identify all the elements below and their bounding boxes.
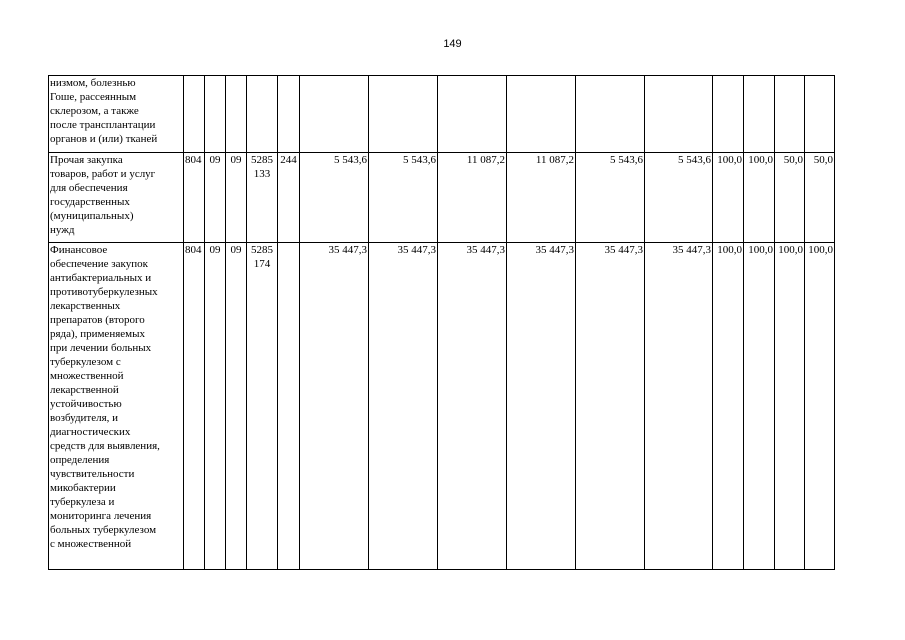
percent-cell: 100,0 (713, 243, 744, 570)
row-name-line: диагностических (50, 426, 131, 438)
row-name-line: средств для выявления, (50, 440, 160, 452)
row-name-line: туберкулеза и (50, 496, 115, 508)
amount-cell: 5 543,6 (576, 153, 645, 243)
row-name-line: после трансплантации (50, 119, 156, 131)
row-name-line: возбудителя, и (50, 412, 119, 424)
subsection-code-cell: 09 (226, 243, 247, 570)
row-name-line: Финансовое (50, 244, 108, 256)
row-name-line: склерозом, а также (50, 105, 139, 117)
amount-cell: 35 447,3 (369, 243, 438, 570)
row-name-line: чувствительности (50, 468, 135, 480)
table-body (49, 76, 835, 570)
percent-cell (775, 76, 805, 153)
percent-cell: 100,0 (775, 243, 805, 570)
row-name-line: при лечении больных (50, 342, 152, 354)
row-name-line: Прочая закупка (50, 154, 123, 166)
ministry-code-cell (184, 76, 205, 153)
amount-cell: 11 087,2 (507, 153, 576, 243)
row-name-line: с множественной (50, 538, 132, 550)
amount-cell (576, 76, 645, 153)
row-name-cell (49, 76, 184, 153)
row-name-cell (49, 243, 184, 570)
amount-cell (300, 76, 369, 153)
row-name-line: туберкулезом с (50, 356, 121, 368)
row-name-line: лекарственных (50, 300, 121, 312)
expense-type-code-cell (278, 76, 300, 153)
amount-cell: 35 447,3 (507, 243, 576, 570)
amount-cell: 5 543,6 (369, 153, 438, 243)
row-name-line: (муниципальных) (50, 210, 134, 222)
amount-cell: 5 543,6 (645, 153, 713, 243)
section-code-cell (205, 76, 226, 153)
row-name-line: определения (50, 454, 110, 466)
row-name-line: государственных (50, 196, 130, 208)
percent-cell (713, 76, 744, 153)
page-number: 149 (443, 38, 462, 50)
row-name-line: устойчивостью (50, 398, 122, 410)
percent-cell (805, 76, 835, 153)
row-name-line: больных туберкулезом (50, 524, 157, 536)
amount-cell (507, 76, 576, 153)
row-name-line: микобактерии (50, 482, 116, 494)
row-name-line: Гоше, рассеянным (50, 91, 137, 103)
subsection-code-cell: 09 (226, 153, 247, 243)
target-article-code-part: 5285 (251, 154, 273, 166)
amount-cell: 35 447,3 (576, 243, 645, 570)
amount-cell: 35 447,3 (438, 243, 507, 570)
amount-cell: 11 087,2 (438, 153, 507, 243)
row-name-line: ряда), применяемых (50, 328, 145, 340)
row-name-line: нужд (50, 224, 75, 236)
expense-type-code-cell: 244 (278, 153, 300, 243)
target-article-code-cell (247, 243, 278, 570)
percent-cell: 100,0 (744, 243, 775, 570)
percent-cell: 50,0 (805, 153, 835, 243)
amount-cell: 35 447,3 (300, 243, 369, 570)
row-name-line: противотуберкулезных (50, 286, 158, 298)
percent-cell: 100,0 (744, 153, 775, 243)
row-name-line: органов и (или) тканей (50, 133, 158, 145)
row-name-line: антибактериальных и (50, 272, 152, 284)
target-article-code-part: 5285 (251, 244, 273, 256)
row-name-line: множественной (50, 370, 124, 382)
row-name-line: товаров, работ и услуг (50, 168, 156, 180)
section-code-cell: 09 (205, 243, 226, 570)
row-name-line: препаратов (второго (50, 314, 145, 326)
subsection-code-cell (226, 76, 247, 153)
budget-table (48, 75, 835, 570)
amount-cell (645, 76, 713, 153)
amount-cell: 5 543,6 (300, 153, 369, 243)
row-name-line: мониторинга лечения (50, 510, 152, 522)
table-row (49, 243, 835, 570)
ministry-code-cell: 804 (184, 243, 205, 570)
row-name-line: лекарственной (50, 384, 119, 396)
row-name-line: для обеспечения (50, 182, 128, 194)
amount-cell (369, 76, 438, 153)
target-article-code-cell (247, 153, 278, 243)
percent-cell (744, 76, 775, 153)
percent-cell: 100,0 (713, 153, 744, 243)
section-code-cell: 09 (205, 153, 226, 243)
row-name-cell (49, 153, 184, 243)
row-name-line: низмом, болезнью (50, 77, 136, 89)
row-name-line: обеспечение закупок (50, 258, 148, 270)
target-article-code-part: 174 (253, 258, 271, 270)
target-article-code-cell (247, 76, 278, 153)
expense-type-code-cell (278, 243, 300, 570)
amount-cell (438, 76, 507, 153)
percent-cell: 50,0 (775, 153, 805, 243)
percent-cell: 100,0 (805, 243, 835, 570)
table-row (49, 153, 835, 243)
ministry-code-cell: 804 (184, 153, 205, 243)
table-row (49, 76, 835, 153)
target-article-code-part: 133 (253, 168, 271, 180)
amount-cell: 35 447,3 (645, 243, 713, 570)
